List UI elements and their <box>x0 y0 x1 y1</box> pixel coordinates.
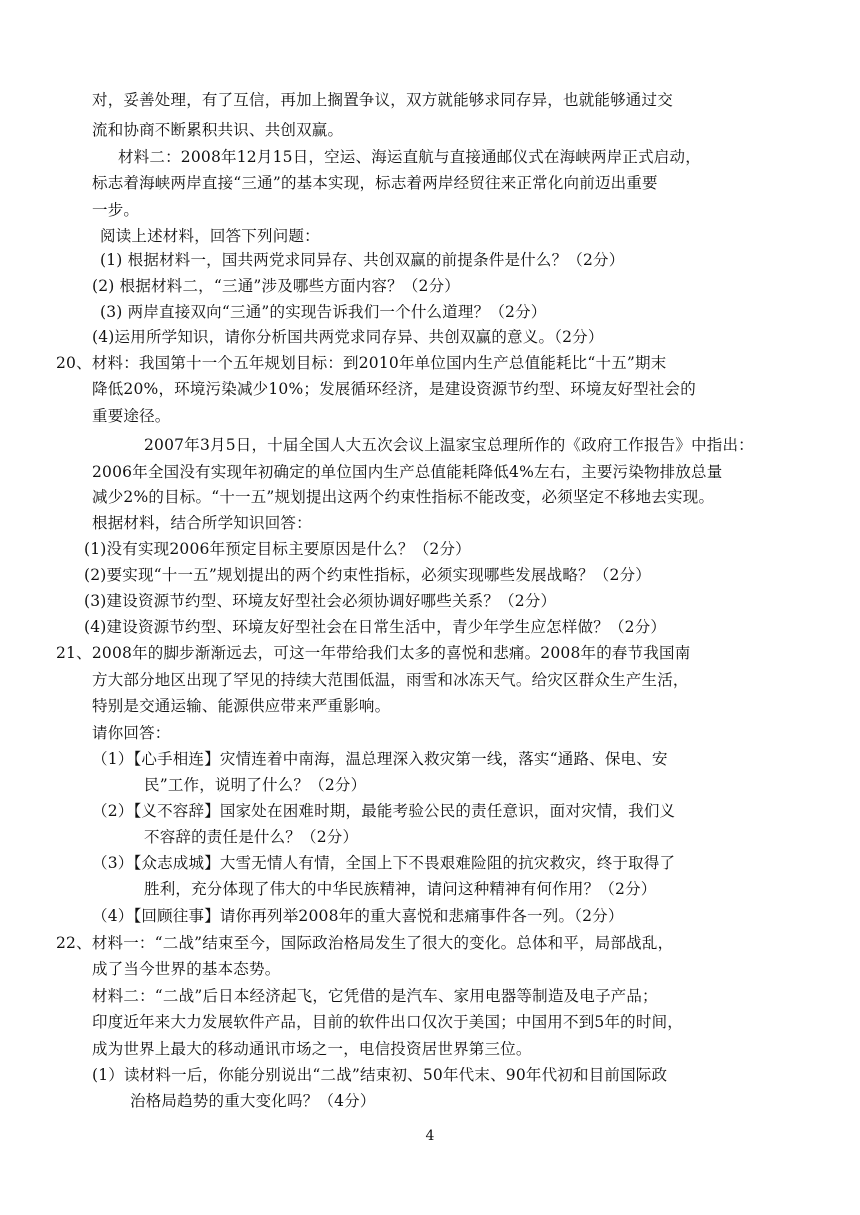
q20-line-3: 重要途径。 <box>92 407 171 425</box>
q22-line-1: 22、材料一：“二战”结束至今，国际政治格局发生了很大的变化。总体和平，局部战乱， <box>56 934 674 952</box>
q20-line-5: 2006年全国没有实现年初确定的单位国内生产总值能耗降低4%左右，主要污染物排放总量 <box>92 463 723 481</box>
q20-sub-3: (3)建设资源节约型、环境友好型社会必须协调好哪些关系？（2分） <box>84 592 557 610</box>
q22-line-2: 成了当今世界的基本态势。 <box>92 960 281 978</box>
q19-sub-3: (3) 两岸直接双向“三通”的实现告诉我们一个什么道理？（2分） <box>100 303 547 321</box>
q20-sub-1: (1)没有实现2006年预定目标主要原因是什么？（2分） <box>84 540 471 558</box>
q20-prompt: 根据材料，结合所学知识回答： <box>92 514 312 532</box>
continued-text-line-1: 对，妥善处理，有了互信，再加上搁置争议，双方就能够求同存异，也就能够通过交 <box>92 91 673 109</box>
q21-sub-3-line-2: 胜利，充分体现了伟大的中华民族精神，请问这种精神有何作用？（2分） <box>144 880 657 898</box>
q21-sub-3-line-1: （3）【众志成城】大雪无情人有情，全国上下不畏艰难险阻的抗灾救灾，终于取得了 <box>92 854 676 872</box>
q21-prompt: 请你回答： <box>92 724 171 742</box>
q20-sub-2: (2)要实现“十一五”规划提出的两个约束性指标，必须实现哪些发展战略？（2分） <box>84 566 651 584</box>
q22-sub-1-line-2: 治格局趋势的重大变化吗？（4分） <box>130 1092 376 1110</box>
material-two-line-3: 一步。 <box>92 201 140 219</box>
q21-sub-2-line-1: （2）【义不容辞】国家处在困难时期，最能考验公民的责任意识，面对灾情，我们义 <box>92 802 676 820</box>
q22-sub-1-line-1: (1）读材料一后，你能分别说出“二战”结束初、50年代末、90年代初和目前国际政 <box>92 1066 668 1084</box>
q19-sub-1: (1) 根据材料一，国共两党求同异存、共创双赢的前提条件是什么？（2分） <box>100 251 625 269</box>
q20-sub-4: (4)建设资源节约型、环境友好型社会在日常生活中，青少年学生应怎样做？（2分） <box>84 618 667 636</box>
q21-line-1: 21、2008年的脚步渐渐远去，可这一年带给我们太多的喜悦和悲痛。2008年的春节我国南 <box>56 644 691 662</box>
page-number: 4 <box>425 1128 435 1144</box>
material-two-line-1: 材料二：2008年12月15日，空运、海运直航与直接通邮仪式在海峡两岸正式启动， <box>118 148 701 166</box>
q19-sub-4: (4)运用所学知识，请你分析国共两党求同存异、共创双赢的意义。（2分） <box>92 328 604 346</box>
q20-line-4: 2007年3月5日，十届全国人大五次会议上温家宝总理所作的《政府工作报告》中指出： <box>144 436 754 454</box>
q20-line-6: 减少2%的目标。“十一五”规划提出这两个约束性指标不能改变，必须坚定不移地去实现。 <box>92 488 715 506</box>
q20-line-1: 20、材料：我国第十一个五年规划目标：到2010年单位国内生产总值能耗比“十五”期末 <box>56 354 667 372</box>
q21-sub-1-line-1: （1）【心手相连】灾情连着中南海，温总理深入救灾第一线，落实“通路、保电、安 <box>92 750 668 768</box>
q21-line-2: 方大部分地区出现了罕见的持续大范围低温，雨雪和冰冻天气。给灾区群众生产生活， <box>92 671 689 689</box>
q21-line-3: 特别是交通运输、能源供应带来严重影响。 <box>92 697 391 715</box>
q22-material-two-line-1: 材料二：“二战”后日本经济起飞，它凭借的是汽车、家用电器等制造及电子产品； <box>92 987 658 1005</box>
q22-material-two-line-3: 成为世界上最大的移动通讯市场之一，电信投资居世界第三位。 <box>92 1040 532 1058</box>
q19-prompt: 阅读上述材料，回答下列问题： <box>100 227 320 245</box>
q22-material-two-line-2: 印度近年来大力发展软件产品，目前的软件出口仅次于美国；中国用不到5年的时间， <box>92 1013 683 1031</box>
q21-sub-1-line-2: 民”工作，说明了什么？（2分） <box>144 776 367 794</box>
q19-sub-2: (2) 根据材料二，“三通”涉及哪些方面内容？（2分） <box>92 277 460 295</box>
q20-line-2: 降低20%，环境污染减少10%；发展循环经济，是建设资源节约型、环境友好型社会的 <box>92 380 696 398</box>
q21-sub-2-line-2: 不容辞的责任是什么？（2分） <box>144 828 359 846</box>
continued-text-line-2: 流和协商不断累积共识、共创双赢。 <box>92 121 344 139</box>
q21-sub-4: （4）【回顾往事】请你再列举2008年的重大喜悦和悲痛事件各一列。（2分） <box>92 907 624 925</box>
material-two-line-2: 标志着海峡两岸直接“三通”的基本实现，标志着两岸经贸往来正常化向前迈出重要 <box>92 174 658 192</box>
